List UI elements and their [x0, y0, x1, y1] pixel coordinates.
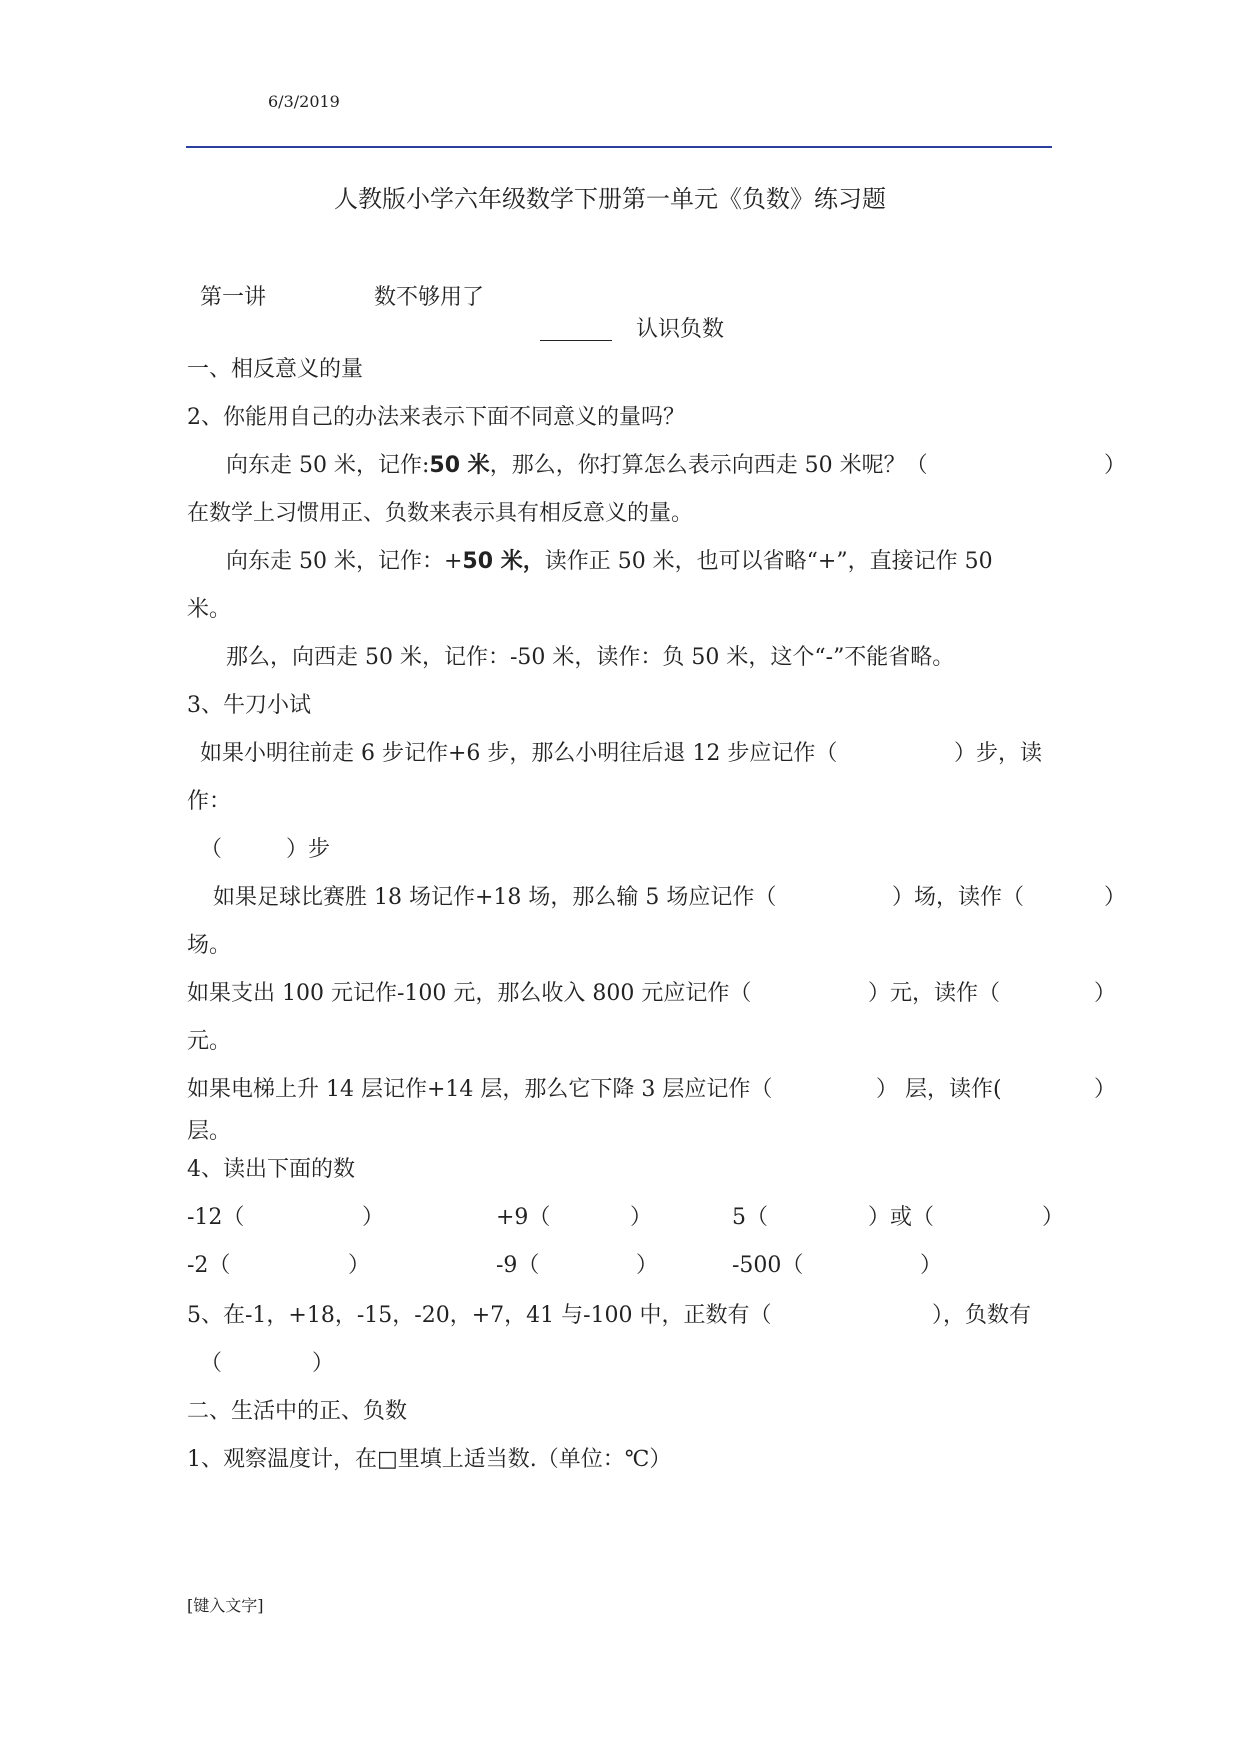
q4-r2-item: -9（	[496, 1253, 540, 1278]
q3-c-mid: ）元，读作（	[868, 981, 1001, 1006]
q3-d-end: ）	[1094, 1077, 1117, 1102]
q3-heading: 3、牛刀小试	[187, 693, 311, 718]
q3-a-line: 如果小明往前走 6 步记作+6 步，那么小明往后退 12 步应记作（	[200, 741, 838, 766]
q3-d-line: 如果电梯上升 14 层记作+14 层，那么它下降 3 层应记作（	[187, 1077, 773, 1102]
q5-wrap-open: （	[200, 1351, 223, 1376]
q2-line2: 在数学上习惯用正、负数来表示具有相反意义的量。	[187, 501, 694, 526]
q3-a-wrap: 作：	[187, 789, 232, 814]
footer-placeholder: [键入文字]	[187, 1596, 264, 1615]
q3-c-wrap: 元。	[187, 1029, 232, 1054]
lecture-blank-line	[540, 340, 612, 341]
q2-line3	[226, 548, 993, 576]
q2-line1	[226, 452, 928, 480]
q4-r1-item: ）或（	[868, 1205, 935, 1230]
q2-prompt: 2、你能用自己的办法来表示下面不同意义的量吗？	[187, 405, 685, 430]
sec2-q1: 1、观察温度计，在□里填上适当数.（单位：℃）	[187, 1447, 672, 1472]
q4-r2-item: ）	[636, 1253, 659, 1278]
q2-line3-a: 向东走 50 米，记作：+	[226, 549, 463, 574]
q4-r1-item: +9（	[496, 1205, 551, 1230]
q2-line3-bold: 50 米，	[462, 549, 545, 574]
q4-r1-item: ）	[1042, 1205, 1065, 1230]
q4-r1-item: ）	[362, 1205, 385, 1230]
q3-b-line: 如果足球比赛胜 18 场记作+18 场，那么输 5 场应记作（	[213, 885, 777, 910]
section-1-heading: 一、相反意义的量	[187, 357, 364, 382]
q2-line4: 那么，向西走 50 米，记作：-50 米，读作：负 50 米，这个“-”不能省略。	[226, 645, 955, 670]
q4-r2-item: -2（	[187, 1253, 231, 1278]
q3-a-end: ）步，读	[954, 741, 1043, 766]
q3-c-line: 如果支出 100 元记作-100 元，那么收入 800 元应记作（	[187, 981, 752, 1006]
q3-b-end: ）	[1104, 885, 1127, 910]
q3-a2-close: ）步	[286, 837, 331, 862]
q4-r2-item: ）	[348, 1253, 371, 1278]
q5-line: 5、在-1，+18，-15，-20，+7，41 与-100 中，正数有（	[187, 1303, 772, 1328]
q2-line1-c: ，那么，你打算怎么表示向西走 50 米呢？（	[489, 453, 928, 478]
q5-wrap-close: ）	[312, 1351, 335, 1376]
q4-r1-item: -12（	[187, 1205, 245, 1230]
q4-r2-item: -500（	[732, 1253, 804, 1278]
q3-b-wrap: 场。	[187, 933, 232, 958]
q4-r1-item: 5（	[732, 1205, 768, 1230]
q3-d-mid: ） 层，读作(	[876, 1077, 1002, 1102]
lecture-number: 第一讲	[200, 285, 267, 310]
q2-line1-paren-close: ）	[1104, 453, 1127, 478]
q3-b-mid: ）场，读作（	[892, 885, 1025, 910]
lecture-name: 数不够用了	[374, 285, 485, 310]
q2-line1-a: 向东走 50 米，记作:	[226, 453, 430, 478]
header-rule	[186, 146, 1052, 148]
q3-a2-open: （	[200, 837, 223, 862]
q5-mid: ），负数有	[932, 1303, 1032, 1328]
lecture-subtitle: 认识负数	[636, 317, 725, 342]
section-2-heading: 二、生活中的正、负数	[187, 1399, 408, 1424]
q2-line3-c: 读作正 50 米，也可以省略“+”，直接记作 50	[544, 549, 993, 574]
q4-r1-item: ）	[630, 1205, 653, 1230]
q4-r2-item: ）	[920, 1253, 943, 1278]
q4-heading: 4、读出下面的数	[187, 1157, 355, 1182]
q2-line1-bold: 50 米	[429, 453, 490, 478]
q2-line3-wrap: 米。	[187, 597, 232, 622]
q3-c-end: ）	[1094, 981, 1117, 1006]
q3-d-wrap: 层。	[187, 1119, 232, 1144]
header-date: 6/3/2019	[268, 92, 340, 111]
page-title: 人教版小学六年级数学下册第一单元《负数》练习题	[334, 185, 886, 213]
